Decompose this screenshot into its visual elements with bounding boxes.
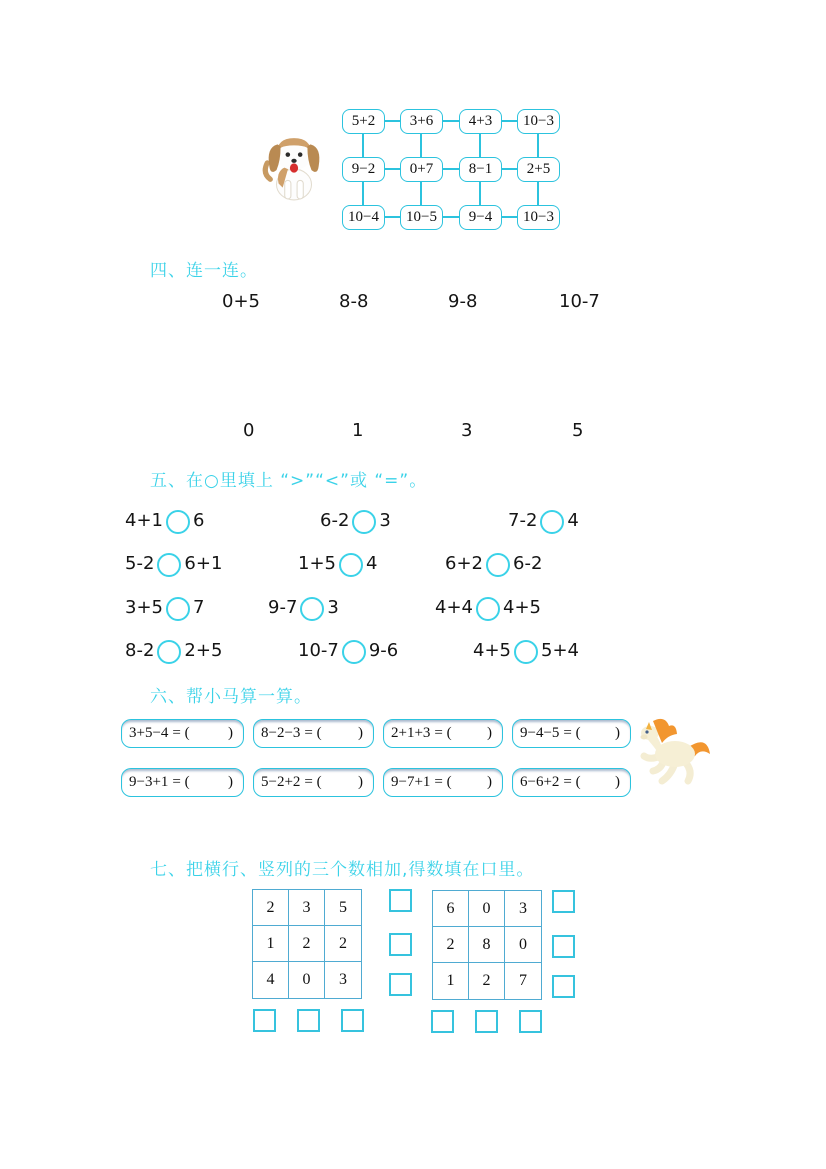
row-sum-box[interactable]: [552, 890, 575, 913]
answer-circle[interactable]: [514, 640, 538, 664]
close-paren: ): [228, 725, 233, 741]
comparison-left: 4+1: [125, 509, 163, 531]
grid-cell: 0: [505, 927, 541, 963]
connector-line: [443, 216, 459, 218]
expression-text: 10−3: [523, 113, 554, 129]
calc-expression: 6−6+2: [520, 774, 560, 790]
section5-title: 五、在○里填上 “>”“<”或 “=”。: [150, 471, 428, 491]
expression-box: [517, 157, 560, 182]
answer-circle[interactable]: [166, 597, 190, 621]
expression-box: [342, 205, 385, 230]
comparison-right: 4: [567, 509, 579, 531]
equals-paren: = (: [563, 774, 581, 790]
calc-expression: 9−3+1: [129, 774, 169, 790]
answer-circle[interactable]: [157, 553, 181, 577]
grid-cell: 0: [289, 962, 325, 998]
match-expression[interactable]: 0+5: [222, 291, 260, 312]
section7-title: 七、把横行、竖列的三个数相加,得数填在口里。: [150, 860, 535, 880]
grid-cell: 1: [433, 963, 469, 999]
grid-cell: 8: [469, 927, 505, 963]
calc-box: [512, 719, 631, 748]
expression-box: [459, 109, 502, 134]
expression-text: 10−4: [348, 209, 379, 225]
answer-circle[interactable]: [339, 553, 363, 577]
grid-cell: 7: [519, 972, 527, 989]
comparison-item: [268, 595, 339, 619]
calc-expression: 8−2−3: [261, 725, 301, 741]
comparison-item: [125, 638, 222, 662]
grid-cell: 3: [505, 891, 541, 927]
calc-box: [253, 719, 374, 748]
equals-paren: = (: [434, 774, 452, 790]
grid-cell: 0: [469, 891, 505, 927]
expression-box: [400, 205, 443, 230]
comparison-left: 7-2: [508, 509, 538, 531]
expression-text: 10−3: [523, 209, 554, 225]
connector-line: [502, 168, 517, 170]
comparison-item: [125, 508, 204, 532]
calc-expression: 9−7+1: [391, 774, 431, 790]
connector-line: [362, 134, 364, 157]
close-paren: ): [487, 725, 492, 741]
expression-box: [342, 157, 385, 182]
number-grid-right: [432, 890, 542, 1000]
expression-box: [517, 109, 560, 134]
answer-circle[interactable]: [352, 510, 376, 534]
expression-box: [400, 109, 443, 134]
comparison-left: 9-7: [268, 596, 298, 618]
expression-box: [459, 157, 502, 182]
connector-line: [362, 182, 364, 205]
match-number[interactable]: 3: [461, 420, 473, 441]
connector-line: [502, 120, 517, 122]
comparison-right: 3: [327, 596, 339, 618]
grid-cell: 3: [289, 890, 325, 926]
comparison-right: 7: [193, 596, 205, 618]
equals-paren: = (: [172, 774, 190, 790]
connector-line: [420, 182, 422, 205]
row-sum-box[interactable]: [552, 935, 575, 958]
grid-cell: 4: [253, 962, 289, 998]
comparison-right: 3: [379, 509, 391, 531]
number-grid-left: [252, 889, 362, 999]
comparison-left: 6-2: [320, 509, 350, 531]
calc-box: [121, 768, 244, 797]
expression-box: [400, 157, 443, 182]
expression-text: 10−5: [406, 209, 437, 225]
row-sum-box[interactable]: [389, 933, 412, 956]
connector-line: [385, 168, 400, 170]
connector-line: [385, 120, 400, 122]
comparison-right: 2+5: [184, 639, 223, 661]
comparison-item: [445, 551, 542, 575]
comparison-left: 1+5: [298, 552, 336, 574]
answer-circle[interactable]: [157, 640, 181, 664]
equals-paren: = (: [172, 725, 190, 741]
connector-line: [385, 216, 400, 218]
expression-text: 0+7: [409, 161, 434, 177]
close-paren: ): [615, 774, 620, 790]
answer-circle[interactable]: [342, 640, 366, 664]
answer-circle[interactable]: [540, 510, 564, 534]
puppy-icon: [261, 132, 327, 202]
calc-box: [512, 768, 631, 797]
comparison-right: 6+1: [184, 552, 223, 574]
close-paren: ): [615, 725, 620, 741]
match-number[interactable]: 5: [572, 420, 584, 441]
pony-icon: [634, 708, 714, 792]
col-sum-box[interactable]: [475, 1010, 498, 1033]
connector-line: [537, 182, 539, 205]
comparison-item: [435, 595, 541, 619]
close-paren: ): [358, 774, 363, 790]
close-paren: ): [228, 774, 233, 790]
grid-cell: 2: [325, 926, 361, 962]
match-expression[interactable]: 10-7: [559, 291, 600, 312]
expression-text: 5+2: [351, 113, 376, 129]
comparison-item: [508, 508, 579, 532]
equals-paren: = (: [304, 725, 322, 741]
match-number[interactable]: 0: [243, 420, 255, 441]
comparison-left: 4+5: [473, 639, 511, 661]
comparison-left: 5-2: [125, 552, 155, 574]
expression-text: 2+5: [526, 161, 551, 177]
comparison-left: 3+5: [125, 596, 163, 618]
grid-cell: 3: [339, 971, 347, 988]
row-sum-box[interactable]: [389, 973, 412, 996]
comparison-item: [125, 551, 222, 575]
expression-text: 4+3: [468, 113, 493, 129]
calc-expression: 9−4−5: [520, 725, 560, 741]
answer-circle[interactable]: [300, 597, 324, 621]
row-sum-box[interactable]: [552, 975, 575, 998]
grid-cell: 2: [253, 890, 289, 926]
calc-box: [383, 719, 503, 748]
expression-text: 9−2: [351, 161, 376, 177]
expression-box: [459, 205, 502, 230]
calc-expression: 5−2+2: [261, 774, 301, 790]
comparison-left: 4+4: [435, 596, 473, 618]
connector-line: [420, 134, 422, 157]
grid-cell: 2: [433, 927, 469, 963]
comparison-right: 6-2: [513, 552, 543, 574]
calc-box: [121, 719, 244, 748]
comparison-right: 9-6: [368, 639, 399, 661]
calc-expression: 2+1+3: [391, 725, 431, 741]
match-expression[interactable]: 8-8: [339, 291, 369, 312]
calc-box: [253, 768, 374, 797]
connector-line: [479, 182, 481, 205]
comparison-left: 8-2: [125, 639, 155, 661]
calc-box: [383, 768, 503, 797]
col-sum-box[interactable]: [253, 1009, 276, 1032]
equals-paren: = (: [563, 725, 581, 741]
comparison-left: 6+2: [445, 552, 483, 574]
section6-title: 六、帮小马算一算。: [150, 687, 312, 707]
comparison-item: [473, 638, 579, 662]
grid-cell: 1: [253, 926, 289, 962]
close-paren: ): [487, 774, 492, 790]
equals-paren: = (: [304, 774, 322, 790]
col-sum-box[interactable]: [297, 1009, 320, 1032]
comparison-right: 4: [366, 552, 378, 574]
grid-cell: 2: [289, 926, 325, 962]
comparison-left: 10-7: [298, 639, 339, 661]
connector-line: [443, 168, 459, 170]
grid-cell: 6: [433, 891, 469, 927]
comparison-item: [298, 551, 377, 575]
connector-line: [502, 216, 517, 218]
comparison-right: 6: [193, 509, 205, 531]
comparison-item: [125, 595, 204, 619]
comparison-item: [298, 638, 398, 662]
grid-cell: 2: [469, 963, 505, 999]
section4-title: 四、连一连。: [150, 261, 258, 281]
equals-paren: = (: [434, 725, 452, 741]
col-sum-box[interactable]: [519, 1010, 542, 1033]
match-expression[interactable]: 9-8: [448, 291, 478, 312]
answer-circle[interactable]: [476, 597, 500, 621]
expression-text: 8−1: [468, 161, 493, 177]
calc-expression: 3+5−4: [129, 725, 169, 741]
comparison-right: 4+5: [503, 596, 541, 618]
connector-line: [479, 134, 481, 157]
close-paren: ): [358, 725, 363, 741]
expression-box: [342, 109, 385, 134]
comparison-right: 5+4: [541, 639, 579, 661]
connector-line: [537, 134, 539, 157]
expression-text: 9−4: [468, 209, 493, 225]
grid-cell: 5: [325, 890, 361, 926]
row-sum-box[interactable]: [389, 889, 412, 912]
expression-box: [517, 205, 560, 230]
match-number[interactable]: 1: [352, 420, 364, 441]
connector-line: [443, 120, 459, 122]
col-sum-box[interactable]: [341, 1009, 364, 1032]
answer-circle[interactable]: [166, 510, 190, 534]
answer-circle[interactable]: [486, 553, 510, 577]
comparison-item: [320, 508, 391, 532]
col-sum-box[interactable]: [431, 1010, 454, 1033]
expression-text: 3+6: [409, 113, 434, 129]
